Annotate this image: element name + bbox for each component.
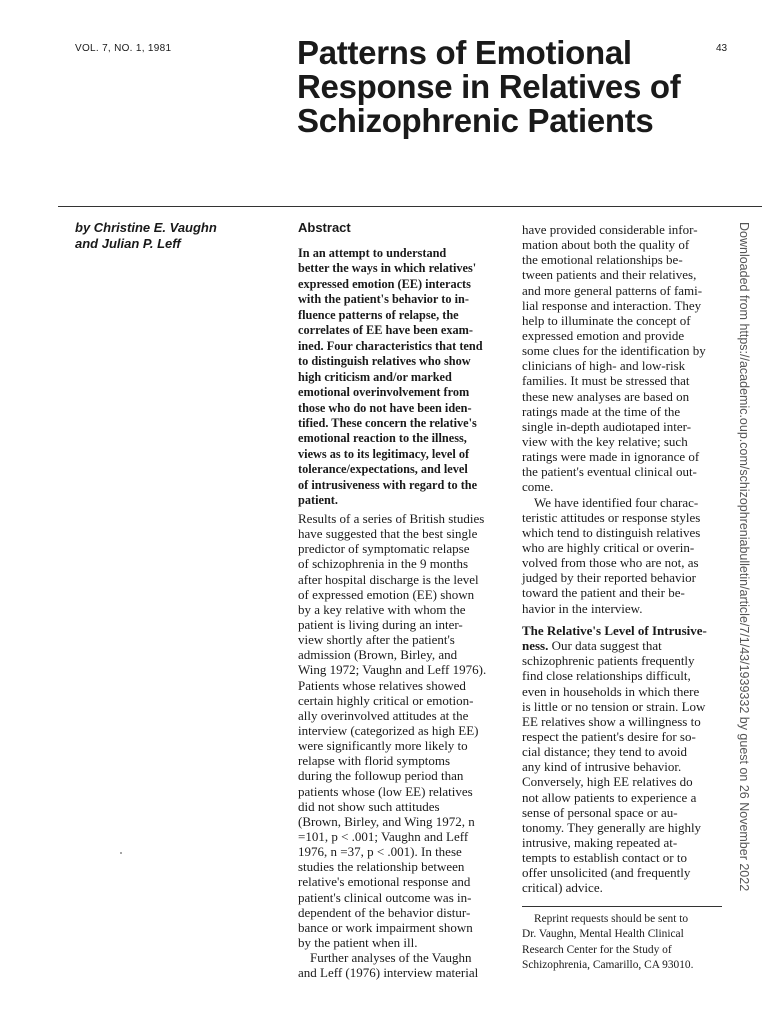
abstract-line: high criticism and/or marked: [298, 369, 452, 384]
body-line: come.: [522, 479, 554, 495]
header-divider: [58, 206, 762, 207]
body-line: find close relationships difficult,: [522, 668, 691, 684]
body-line: and Leff (1976) interview material: [298, 965, 479, 981]
body-line: ally overinvolved attitudes at the: [298, 707, 469, 723]
body-line: dependent of the behavior distur-: [298, 904, 471, 920]
article-title: [297, 36, 717, 138]
body-line: tween patients and their relatives,: [522, 267, 697, 283]
body-line: who are highly critical or overin-: [522, 539, 695, 555]
abstract-line: In an attempt to understand: [298, 246, 447, 260]
page-number: 43: [716, 43, 728, 54]
title-line: Schizophrenic Patients: [297, 102, 654, 139]
body-line: Further analyses of the Vaughn: [310, 950, 472, 966]
body-line: view shortly after the patient's: [298, 632, 455, 648]
body-line: Our data suggest that: [548, 638, 662, 654]
reprint-footnote: [522, 912, 732, 973]
body-line: (Brown, Birley, and Wing 1972, n: [298, 813, 475, 829]
body-line: have suggested that the best single: [298, 526, 478, 542]
footnote-line: Research Center for the Study of: [522, 943, 672, 956]
body-line: We have identified four charac-: [534, 494, 699, 510]
body-line: cial distance; they tend to avoid: [522, 744, 687, 760]
body-line: Results of a series of British studies: [298, 511, 485, 526]
body-line: schizophrenic patients frequently: [522, 653, 695, 669]
abstract-line: emotional overinvolvement from: [298, 385, 470, 400]
abstract-line: tified. These concern the relative's: [298, 415, 477, 430]
volume-issue: VOL. 7, NO. 1, 1981: [75, 43, 172, 54]
body-line: respect the patient's desire for so-: [522, 728, 696, 744]
body-line: the patient's eventual clinical out-: [522, 464, 697, 480]
body-line: patients whose (low EE) relatives: [298, 783, 473, 799]
download-watermark: Downloaded from https://academic.oup.com/schizophreniabulletin/article/7/1/43/1939332 by guest on 26 November 2022: [737, 222, 751, 892]
body-line: clinicians of high- and low-risk: [522, 358, 686, 374]
body-line: patient's clinical outcome was in-: [298, 889, 472, 905]
body-line: families. It must be stressed that: [522, 373, 690, 389]
body-column-3: [522, 222, 732, 616]
body-line: of schizophrenia in the 9 months: [298, 556, 469, 572]
body-column-2: [298, 511, 512, 980]
body-line: any kind of intrusive behavior.: [522, 759, 682, 775]
body-line: EE relatives show a willingness to: [522, 713, 701, 729]
body-line: is little or no tension or strain. Low: [522, 698, 706, 714]
body-line: mation about both the quality of: [522, 237, 690, 253]
body-line: interview (categorized as high EE): [298, 722, 479, 738]
body-line: patient is living during an inter-: [298, 616, 463, 632]
abstract-line: correlates of EE have been exam-: [298, 323, 473, 338]
body-line: tempts to establish contact or to: [522, 850, 687, 866]
scan-speck: [120, 852, 122, 854]
footnote-line: Reprint requests should be sent to: [534, 913, 689, 925]
body-line: after hospital discharge is the level: [298, 571, 479, 587]
abstract-text: [298, 246, 508, 509]
body-line: certain highly critical or emotion-: [298, 692, 474, 708]
abstract-line: emotional reaction to the illness,: [298, 431, 467, 446]
body-line: Conversely, high EE relatives do: [522, 774, 693, 790]
body-line: were significantly more likely to: [298, 738, 468, 754]
body-line: have provided considerable infor-: [522, 222, 698, 237]
title-line: Response in Relatives of: [297, 68, 681, 105]
abstract-line: expressed emotion (EE) interacts: [298, 276, 471, 291]
section-heading: The Relative's Level of Intrusive-: [522, 623, 707, 638]
section-intrusiveness: [522, 623, 732, 896]
body-line: single in-depth audiotaped inter-: [522, 418, 692, 434]
body-line: toward the patient and their be-: [522, 585, 685, 601]
abstract-line: of intrusiveness with regard to the: [298, 477, 478, 492]
body-line: 1976, n =37, p < .001). In these: [298, 844, 462, 860]
body-line: volved from those who are not, as: [522, 555, 699, 571]
footnote-line: Dr. Vaughn, Mental Health Clinical: [522, 928, 684, 941]
body-line: expressed emotion and provide: [522, 327, 685, 343]
body-line: intrusive, making repeated at-: [522, 834, 678, 850]
body-line: judged by their reported behavior: [522, 570, 696, 586]
body-line: help to illuminate the concept of: [522, 312, 691, 328]
body-line: even in households in which there: [522, 683, 700, 699]
body-line: of expressed emotion (EE) shown: [298, 586, 475, 602]
body-line: some clues for the identification by: [522, 343, 706, 359]
body-line: predictor of symptomatic relapse: [298, 541, 470, 557]
body-line: did not show such attitudes: [298, 798, 440, 814]
body-line: admission (Brown, Birley, and: [298, 647, 458, 663]
body-line: lial response and interaction. They: [522, 297, 702, 313]
body-line: offer unsolicited (and frequently: [522, 865, 691, 881]
body-line: and more general patterns of fami-: [522, 282, 703, 298]
body-line: teristic attitudes or response styles: [522, 509, 701, 525]
abstract-line: ined. Four characteristics that tend: [298, 338, 483, 353]
abstract-line: patient.: [298, 493, 338, 508]
body-line: sense of personal space or au-: [522, 804, 678, 820]
body-line: studies the relationship between: [298, 859, 465, 875]
section-heading-continued: [522, 638, 732, 653]
abstract-line: views as to its legitimacy, level of: [298, 446, 470, 461]
body-line: which tend to distinguish relatives: [522, 524, 701, 540]
footnote-line: Schizophrenia, Camarillo, CA 93010.: [522, 958, 694, 971]
abstract-line: to distinguish relatives who show: [298, 354, 471, 369]
body-line: Patients whose relatives showed: [298, 677, 466, 693]
body-line: view with the key relative; such: [522, 433, 688, 449]
abstract-line: with the patient's behavior to in-: [298, 292, 469, 307]
body-line: tonomy. They generally are highly: [522, 819, 702, 835]
abstract-line: better the ways in which relatives': [298, 261, 477, 276]
body-line: critical) advice.: [522, 880, 603, 896]
body-line: havior in the interview.: [522, 600, 643, 616]
author-line: by Christine E. Vaughn: [75, 220, 217, 235]
body-line: by the patient when ill.: [298, 934, 418, 950]
body-line: =101, p < .001; Vaughn and Leff: [298, 828, 469, 844]
body-line: ratings were made in ignorance of: [522, 449, 700, 465]
body-line: the emotional relationships be-: [522, 252, 683, 268]
body-line: these new analyses are based on: [522, 388, 690, 404]
body-line: relapse with florid symptoms: [298, 753, 451, 769]
body-line: ratings made at the time of the: [522, 403, 681, 419]
body-line: by a key relative with whom the: [298, 601, 466, 617]
body-line: bance or work impairment shown: [298, 919, 473, 935]
abstract-line: fluence patterns of relapse, the: [298, 307, 459, 322]
author-byline: [75, 220, 275, 252]
title-line: Patterns of Emotional: [297, 34, 632, 71]
body-line: relative's emotional response and: [298, 874, 471, 890]
section-heading-end: ness.: [522, 638, 549, 654]
author-line: and Julian P. Leff: [75, 236, 181, 251]
body-line: during the followup period than: [298, 768, 464, 784]
footnote-divider: [522, 906, 722, 907]
body-line: Wing 1972; Vaughn and Leff 1976).: [298, 662, 487, 678]
abstract-line: tolerance/expectations, and level: [298, 462, 468, 477]
abstract-heading: Abstract: [298, 220, 351, 235]
abstract-line: those who do not have been iden-: [298, 400, 472, 415]
body-line: not allow patients to experience a: [522, 789, 697, 805]
